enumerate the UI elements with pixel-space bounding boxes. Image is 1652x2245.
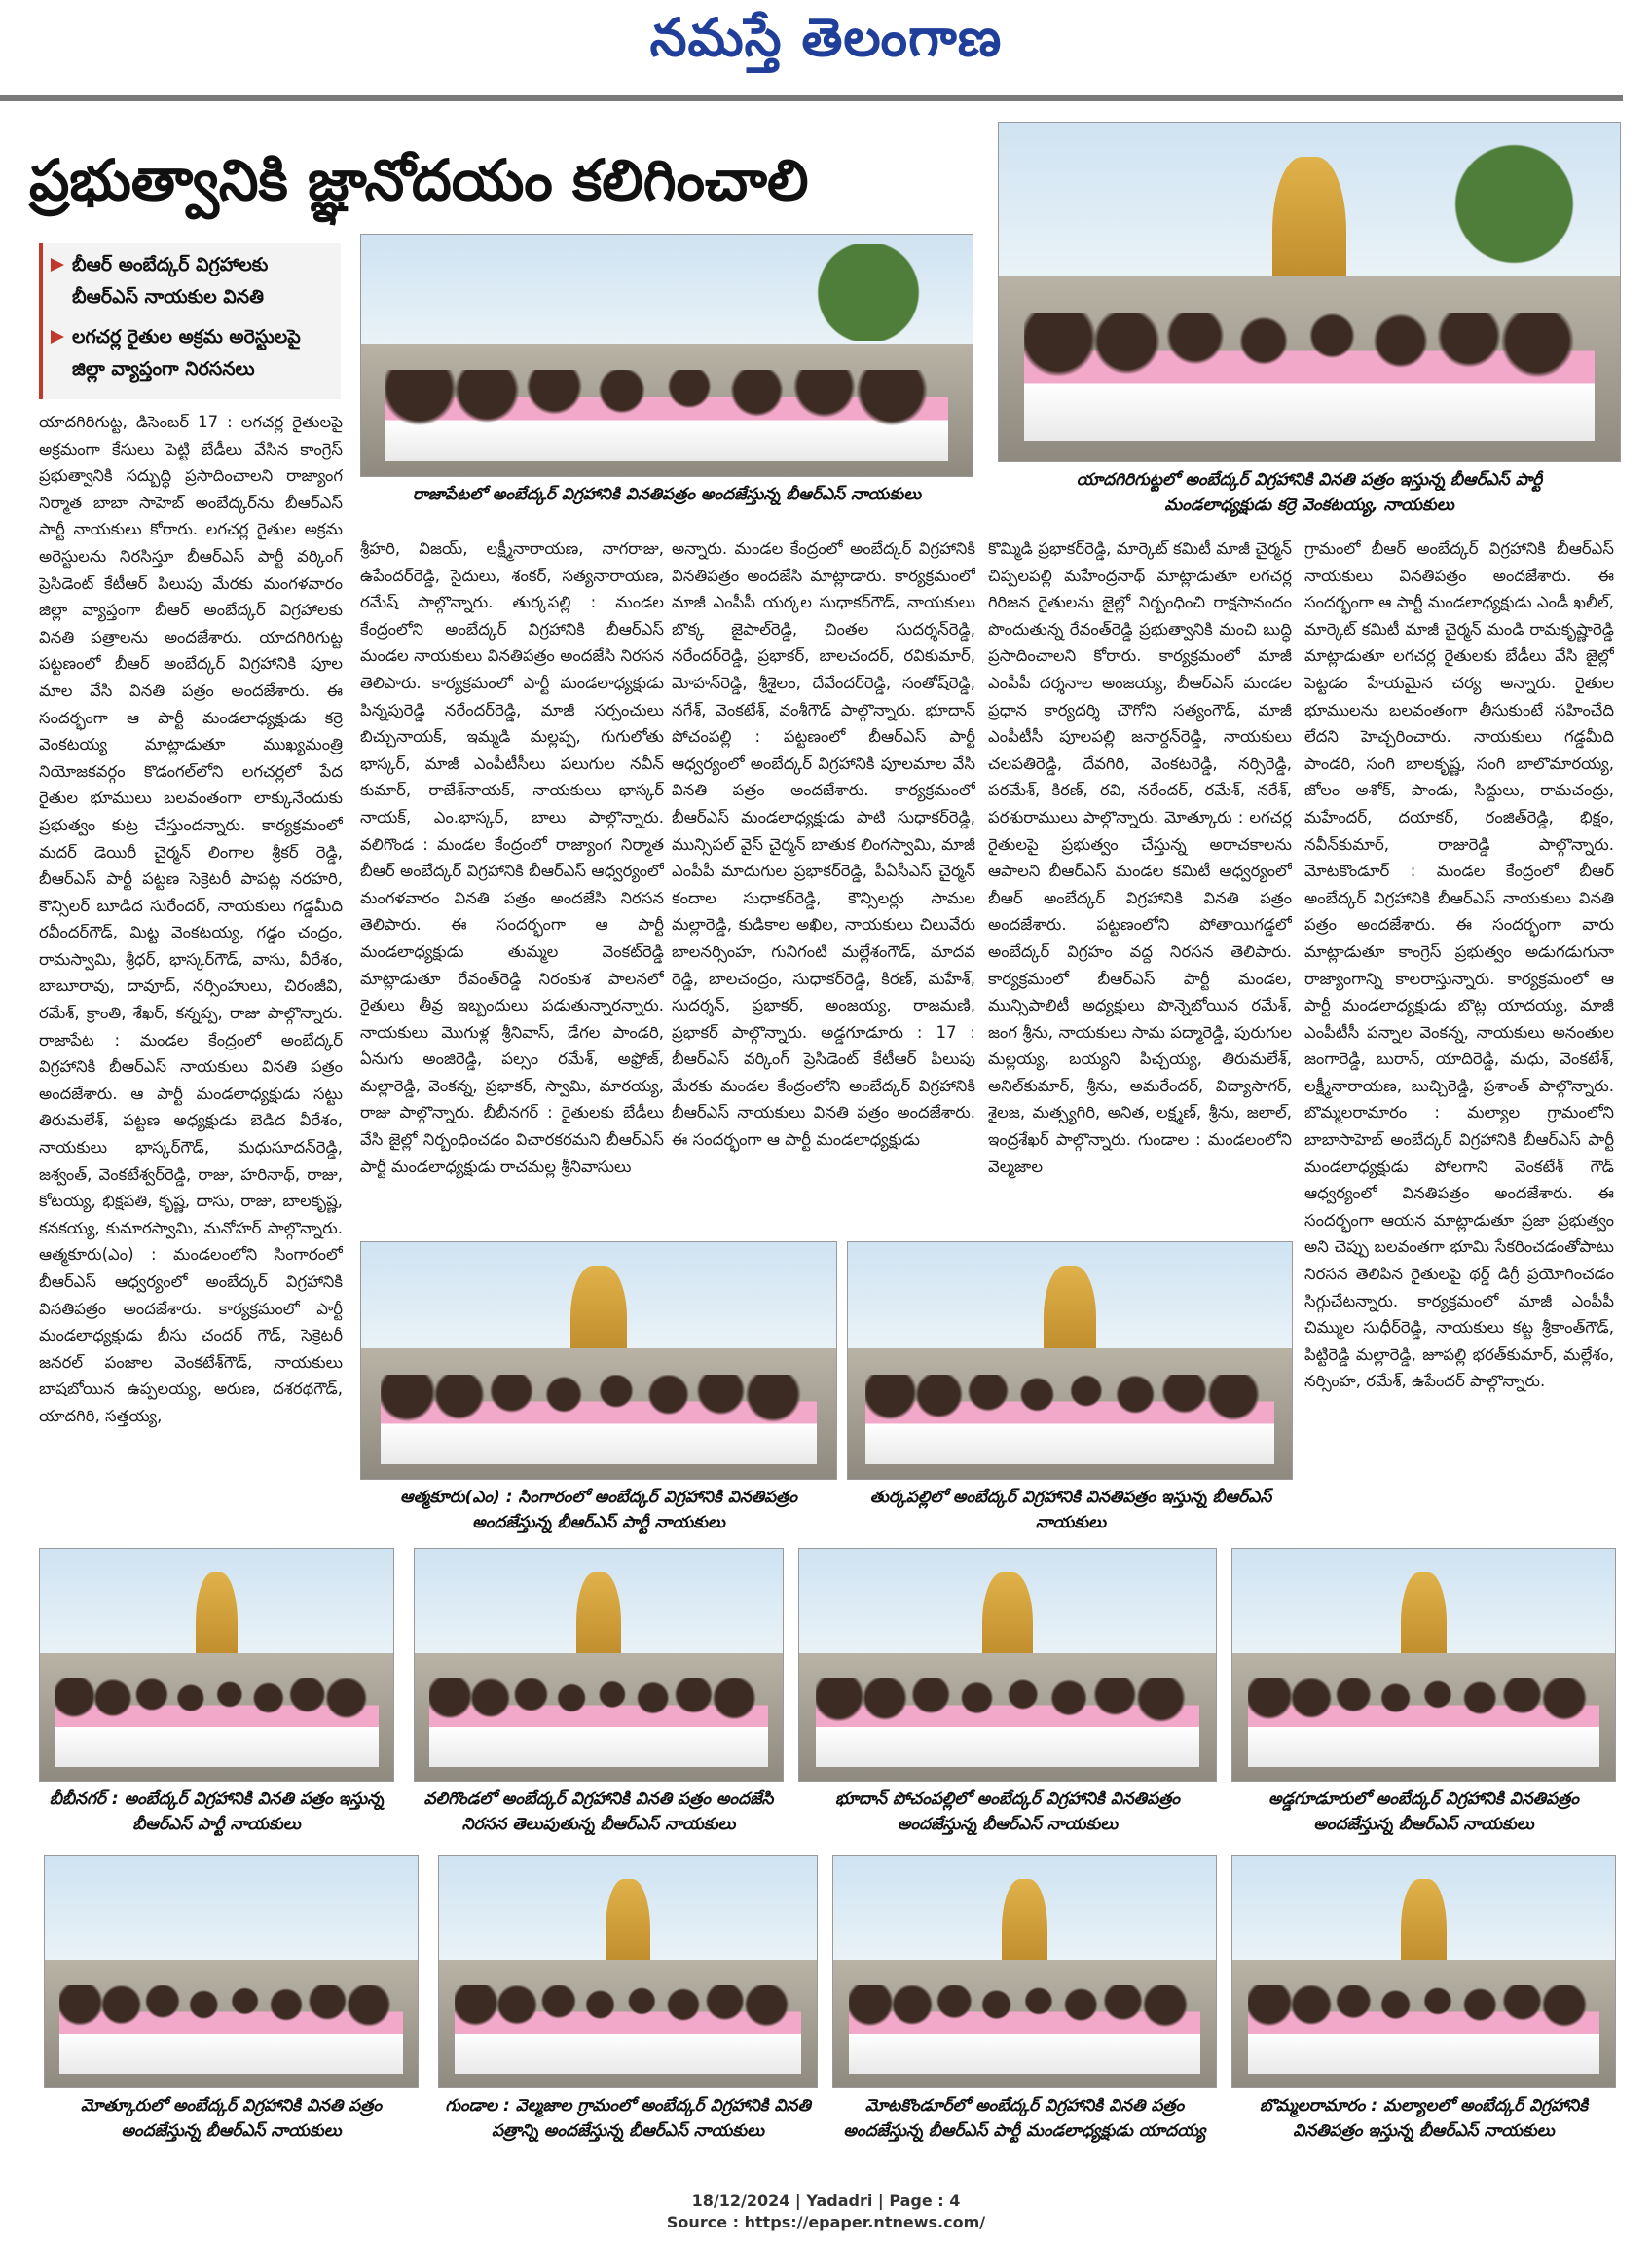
masthead-divider	[0, 95, 1623, 101]
triangle-bullet-icon	[51, 330, 64, 344]
article-headline: ప్రభుత్వానికి జ్ఞానోదయం కలిగించాలి	[29, 147, 809, 213]
caption-turkapally: తుర్కపల్లిలో అంబేద్కర్ విగ్రహానికి వినతిపత్రం ఇస్తున్న బీఆర్ఎస్ నాయకులు	[869, 1488, 1272, 1532]
caption-atmakur: ఆత్మకూరు(ఎం) : సింగారంలో అంబేద్కర్ విగ్రహానికి వినతిపత్రం అందజేస్తున్న బీఆర్ఎస్ పార్టీ నాయకులు	[400, 1488, 797, 1532]
highlights-box	[39, 243, 341, 399]
article-column-2: శ్రీహరి, విజయ్, లక్ష్మీనారాయణ, నాగరాజు, ఉపేందర్‌రెడ్డి, సైదులు, శంకర్, సత్యనారాయణ, రమేష్ పాల్గొన్నారు. తుర్కపల్లి : మండల కేంద్రంలోని అంబేద్కర్ విగ్రహానికి బీఆర్ఎస్ మండల నాయకులు వినతిపత్రం అందజేసి నిరసన తెలిపారు. కార్యక్రమంలో పార్టీ మండలాధ్యక్షుడు పిన్నపురెడ్డి నరేందర్‌రెడ్డి, మాజీ సర్పంచులు బిచ్చునాయక్, ఇమ్మడి మల్లప్ప, గుగులోతు భాస్కర్, మాజీ ఎంపీటీసీలు పలుగుల నవీన్ కుమార్, రాజేశ్‌నాయక్, నాయకులు భాస్కర్ నాయక్, ఎం.భాస్కర్, బాలు పాల్గొన్నారు. వలిగొండ : మండల కేంద్రంలో రాజ్యాంగ నిర్మాత బీఆర్ అంబేద్కర్ విగ్రహానికి బీఆర్ఎస్ ఆధ్వర్యంలో మంగళవారం వినతి పత్రం అందజేసి నిరసన తెలిపారు. ఈ సందర్భంగా ఆ పార్టీ మండలాధ్యక్షుడు తుమ్మల వెంకట్‌రెడ్డి మాట్లాడుతూ రేవంత్‌రెడ్డి నిరంకుశ పాలనలో రైతులు తీవ్ర ఇబ్బందులు పడుతున్నారన్నారు. నాయకులు మొగుళ్ల శ్రీనివాస్, డేగల పాండరి, ఏనుగు అంజిరెడ్డి, పల్సం రమేశ్, అఫ్రోజ్, మల్లారెడ్డి, వెంకన్న, ప్రభాకర్, స్వామి, మారయ్య, రాజు పాల్గొన్నారు. బీబీనగర్ : రైతులకు బేడీలు వేసి జైల్లో నిర్బంధించడం విచారకరమని బీఆర్ఎస్ పార్టీ మండలాధ్యక్షుడు రాచమల్ల శ్రీనివాసులు	[360, 539, 664, 1176]
article-column-1: యాదగిరిగుట్ట, డిసెంబర్ 17 : లగచర్ల రైతులపై అక్రమంగా కేసులు పెట్టి బేడీలు వేసిన కాంగ్రెస్ ప్రభుత్వానికి సద్బుద్ధి ప్రసాదించాలని రాజ్యాంగ నిర్మాత బాబా సాహెబ్ అంబేద్కర్‌ను బీఆర్ఎస్ పార్టీ నాయకులు కోరారు. లగచర్ల రైతుల అక్రమ అరెస్టులను నిరసిస్తూ బీఆర్ఎస్ పార్టీ వర్కింగ్ ప్రెసిడెంట్ కేటీఆర్ పిలుపు మేరకు మంగళవారం జిల్లా వ్యాప్తంగా బీఆర్ అంబేద్కర్ విగ్రహాలకు వినతి పత్రాలను అందజేశారు. యాదగిరిగుట్ట పట్టణంలో బీఆర్ అంబేద్కర్ విగ్రహానికి పూల మాల వేసి వినతి పత్రం అందజేశారు. ఈ సందర్భంగా ఆ పార్టీ మండలాధ్యక్షుడు కర్రె వెంకటయ్య మాట్లాడుతూ ముఖ్యమంత్రి నియోజకవర్గం కొడంగల్‌లోని లగచర్లలో పేద రైతుల భూములు బలవంతంగా లాక్కునేందుకు ప్రభుత్వం కుట్ర చేస్తుందన్నారు. కార్యక్రమంలో మదర్ డెయిరీ చైర్మన్ లింగాల శ్రీకర్ రెడ్డి, బీఆర్ఎస్ పార్టీ పట్టణ సెక్రెటరీ పాపట్ల నరహరి, కౌన్సిలర్ బూడిద సురేందర్, నాయకులు గడ్డమీది రవీందర్‌గౌడ్, మిట్ట వెంకటయ్య, గడ్డం చంద్రం, రామస్వామి, శ్రీధర్, భాస్కర్‌గౌడ్, వాసు, వీరేశం, బాబూరావు, దావూద్, నర్సింహులు, చిరంజీవి, రమేశ్, క్రాంతి, శేఖర్, కన్నప్ప, రాజు పాల్గొన్నారు. రాజాపేట : మండల కేంద్రంలో అంబేద్కర్ విగ్రహానికి బీఆర్ఎస్ నాయకులు వినతి పత్రం అందజేశారు. ఆ పార్టీ మండలాధ్యక్షుడు సట్టు తిరుమలేశ్, పట్టణ అధ్యక్షుడు బెడిద వీరేశం, నాయకులు భాస్కర్‌గౌడ్, మధుసూదన్‌రెడ్డి, జశ్వంత్, వెంకటేశ్వర్‌రెడ్డి, రాజు, హరినాథ్, రాజు, కోటయ్య, భిక్షపతి, కృష్ణ, దాసు, రాజు, బాలకృష్ణ, కనకయ్య, కుమారస్వామి, మనోహర్ పాల్గొన్నారు. ఆత్మకూరు(ఎం) : మండలంలోని సింగారంలో బీఆర్ఎస్ ఆధ్వర్యంలో అంబేద్కర్ విగ్రహానికి వినతిపత్రం అందజేశారు. కార్యక్రమంలో పార్టీ మండలాధ్యక్షుడు బీసు చందర్ గౌడ్, సెక్రెటరీ జనరల్ పంజాల వెంకటేశ్‌గౌడ్, నాయకులు బాషబోయిన ఉప్పలయ్య, అరుణ, దశరథగౌడ్, యాదగిరి, సత్తయ్య,	[39, 413, 343, 1425]
caption-mothkur: మోత్కూరులో అంబేద్కర్ విగ్రహానికి వినతి పత్రం అందజేస్తున్న బీఆర్ఎస్ నాయకులు	[80, 2096, 383, 2141]
photo-bommalaramaram	[1231, 1855, 1616, 2088]
highlight-item	[51, 249, 333, 313]
article-column-5: గ్రామంలో బీఆర్ అంబేద్కర్ విగ్రహానికి బీఆర్ఎస్ నాయకులు వినతిపత్రం అందజేశారు. ఈ సందర్భంగా ఆ పార్టీ మండలాధ్యక్షుడు ఎండీ ఖలీల్, మార్కెట్ కమిటీ మాజీ చైర్మన్ మండి రామకృష్ణారెడ్డి మాట్లాడుతూ లగచర్ల రైతులకు బేడీలు వేసి జైల్లో పెట్టడం హేయమైన చర్య అన్నారు. రైతుల భూములను బలవంతంగా తీసుకుంటే సహించేది లేదని హెచ్చరించారు. నాయకులు గడ్డమీది పాండరి, సంగి బాలకృష్ణ, సంగి బాలొమారయ్య, జోలం అశోక్, పాండు, సిద్దులు, రామచంద్రు, మహేందర్, దయాకర్, రంజిత్‌రెడ్డి, భిక్షం, నవీన్‌కుమార్, రాజురెడ్డి పాల్గొన్నారు. మోటకొండూర్ : మండల కేంద్రంలో బీఆర్ అంబేద్కర్ విగ్రహానికి బీఆర్ఎస్ నాయకులు వినతి పత్రం అందజేశారు. ఈ సందర్భంగా వారు మాట్లాడుతూ కాంగ్రెస్ ప్రభుత్వం అడుగడుగునా రాజ్యాంగాన్ని కాలరాస్తున్నారు. కార్యక్రమంలో ఆ పార్టీ మండలాధ్యక్షుడు బొట్ల యాదయ్య, మాజీ ఎంపీటీసీ పన్నాల వెంకన్న, నాయకులు అనంతుల జంగారెడ్డి, బురాన్, యాదిరెడ్డి, మధు, వెంకటేశ్, లక్ష్మీనారాయణ, బుచ్చిరెడ్డి, ప్రశాంత్ పాల్గొన్నారు. బొమ్మలరామారం : మల్యాల గ్రామంలోని బాబాసాహెబ్ అంబేద్కర్ విగ్రహానికి బీఆర్ఎస్ పార్టీ మండలాధ్యక్షుడు పోలగాని వెంకటేశ్ గౌడ్ ఆధ్వర్యంలో వినతిపత్రం అందజేశారు. ఈ సందర్భంగా ఆయన మాట్లాడుతూ ప్రజా ప్రభుత్వం అని చెప్పు బలవంతగా భూమి సేకరించడంతోపాటు నిరసన తెలిపిన రైతులపై థర్డ్ డిగ్రీ ప్రయోగించడం సిగ్గుచేటన్నారు. కార్యక్రమంలో మాజీ ఎంపీపీ చిమ్ముల సుధీర్‌రెడ్డి, నాయకులు కట్ట శ్రీకాంత్‌గౌడ్, పిట్టిరెడ్డి మల్లారెడ్డి, జూపల్లి భరత్‌కుమార్, మల్లేశం, నర్సింహ, రమేశ్, ఉపేందర్ పాల్గొన్నారు.	[1304, 539, 1614, 1391]
caption-bibinagar: బీబీనగర్ : అంబేద్కర్ విగ్రహానికి వినతి పత్రం ఇస్తున్న బీఆర్ఎస్ పార్టీ నాయకులు	[49, 1789, 385, 1834]
photo-yadagirigutta	[998, 122, 1621, 462]
footer-source-link[interactable]: Source : https://epaper.ntnews.com/	[666, 2213, 986, 2231]
photo-motakondur	[832, 1855, 1217, 2088]
photo-turkapally	[847, 1241, 1293, 1480]
photo-bibinagar	[39, 1548, 394, 1782]
photo-addagudur	[1231, 1548, 1616, 1782]
highlight-item	[51, 321, 333, 386]
caption-valigonda: వలిగొండలో అంబేద్కర్ విగ్రహానికి వినతి పత్రం అందజేసి నిరసన తెలుపుతున్న బీఆర్ఎస్ నాయకులు	[423, 1789, 774, 1834]
highlight-text: లగచర్ల రైతుల అక్రమ అరెస్టులపై జిల్లా వ్యాప్తంగా నిరసనలు	[72, 326, 301, 380]
photo-rajapet	[360, 234, 973, 477]
triangle-bullet-icon	[51, 258, 64, 272]
photo-gundala	[438, 1855, 818, 2088]
caption-bommalaramaram: బొమ్మలరామారం : మల్యాలలో అంబేద్కర్ విగ్రహానికి వినతిపత్రం ఇస్తున్న బీఆర్ఎస్ నాయకులు	[1259, 2096, 1589, 2141]
photo-mothkur	[44, 1855, 419, 2088]
caption-bhoodan-pochampally: భూదాన్ పోచంపల్లిలో అంబేద్కర్ విగ్రహానికి వినతిపత్రం అందజేస్తున్న బీఆర్ఎస్ నాయకులు	[834, 1789, 1181, 1834]
highlight-text: బీఆర్ అంబేద్కర్ విగ్రహాలకు బీఆర్ఎస్ నాయకుల వినతి	[72, 254, 269, 308]
caption-gundala: గుండాల : వెల్మజాల గ్రామంలో అంబేద్కర్ విగ్రహానికి వినతి పత్రాన్ని అందజేస్తున్న బీఆర్ఎస్ నాయకులు	[445, 2096, 811, 2141]
article-column-4: కొమ్మిడి ప్రభాకర్‌రెడ్డి, మార్కెట్ కమిటీ మాజీ చైర్మన్ చిప్పలపల్లి మహేంద్రనాథ్ మాట్లాడుతూ లగచర్ల గిరిజన రైతులను జైల్లో నిర్బంధించి రాక్షసానందం పొందుతున్న రేవంత్‌రెడ్డి ప్రభుత్వానికి మంచి బుద్ధి ప్రసాదించాలని కోరారు. కార్యక్రమంలో మాజీ ఎంపీపీ దర్శనాల అంజయ్య, బీఆర్ఎస్ మండల ప్రధాన కార్యదర్శి చౌగోని సత్యంగౌడ్, మాజీ ఎంపీటీసీ పూలపల్లి జనార్దన్‌రెడ్డి, నాయకులు చలపతిరెడ్డి, దేవగిరి, వెంకటరెడ్డి, నర్సిరెడ్డి, పరమేశ్, కిరణ్, రవి, నరేందర్, రమేశ్, నరేశ్, పరశురాములు పాల్గొన్నారు. మోత్కూరు : లగచర్ల రైతులపై ప్రభుత్వం చేస్తున్న అరాచకాలను ఆపాలని బీఆర్ఎస్ మండల కమిటీ ఆధ్వర్యంలో బీఆర్ అంబేద్కర్ విగ్రహానికి వినతి పత్రం అందజేశారు. పట్టణంలోని పోతాయిగడ్డలో అంబేద్కర్ విగ్రహం వద్ద నిరసన తెలిపారు. కార్యక్రమంలో బీఆర్ఎస్ పార్టీ మండల, మున్సిపాలిటీ అధ్యక్షులు పొన్నెబోయిన రమేశ్, జంగ శ్రీను, నాయకులు సామ పద్మారెడ్డి, పురుగుల మల్లయ్య, బయ్యని పిచ్చయ్య, తిరుమలేశ్, అనిల్‌కుమార్, శ్రీను, అమరేందర్, విద్యాసాగర్, శైలజ, మత్స్యగిరి, అనిత, లక్ష్మణ్, శ్రీను, జలాల్, ఇంద్రశేఖర్ పాల్గొన్నారు. గుండాల : మండలంలోని వెల్మజాల	[988, 539, 1292, 1176]
caption-addagudur: అడ్డగూడూరులో అంబేద్కర్ విగ్రహానికి వినతిపత్రం అందజేస్తున్న బీఆర్ఎస్ నాయకులు	[1267, 1789, 1579, 1834]
masthead-title: నమస్తే తెలంగాణ	[649, 6, 1003, 68]
photo-valigonda	[414, 1548, 784, 1782]
caption-motakondur: మోటకొండూర్‌లో అంబేద్కర్ విగ్రహానికి వినతి పత్రం అందజేస్తున్న బీఆర్ఎస్ పార్టీ మండలాధ్యక్షుడు యాదయ్య	[843, 2096, 1206, 2141]
photo-bhoodan-pochampally	[798, 1548, 1217, 1782]
caption-rajapet: రాజాపేటలో అంబేద్కర్ విగ్రహానికి వినతిపత్రం అందజేస్తున్న బీఆర్ఎస్ నాయకులు	[412, 485, 922, 504]
masthead	[0, 0, 1652, 97]
photo-atmakur	[360, 1241, 837, 1480]
footer-date-edition: 18/12/2024 | Yadadri | Page : 4	[691, 2191, 961, 2210]
page-footer	[0, 2190, 1652, 2233]
article-column-3: అన్నారు. మండల కేంద్రంలో అంబేద్కర్ విగ్రహానికి వినతిపత్రం అందజేసి మాట్లాడారు. కార్యక్రమంలో మాజీ ఎంపీపీ యర్కల సుధాకర్‌గౌడ్, నాయకులు బొక్క జైపాల్‌రెడ్డి, చింతల సుదర్శన్‌రెడ్డి, నరేందర్‌రెడ్డి, ప్రభాకర్, బాలచందర్, రవికుమార్, మోహన్‌రెడ్డి, శ్రీశైలం, దేవేందర్‌రెడ్డి, సంతోష్‌రెడ్డి, నగేశ్, వెంకటేశ్, వంశీగౌడ్ పాల్గొన్నారు. భూదాన్ పోచంపల్లి : పట్టణంలో బీఆర్ఎస్ పార్టీ ఆధ్వర్యంలో అంబేద్కర్ విగ్రహానికి పూలమాల వేసి వినతి పత్రం అందజేశారు. కార్యక్రమంలో బీఆర్ఎస్ మండలాధ్యక్షుడు పాటి సుధాకర్‌రెడ్డి, మున్సిపల్ వైస్ చైర్మన్ బాతుక లింగస్వామి, మాజీ ఎంపీపీ మాదుగుల ప్రభాకర్‌రెడ్డి, పీఏసీఎస్ చైర్మన్ కందాల సుధాకర్‌రెడ్డి, కౌన్సిలర్లు సామల మల్లారెడ్డి, కుడికాల అఖిల, నాయకులు చిలువేరు బాలనర్సింహ, గునిగంటి మల్లేశంగౌడ్, మాదవ రెడ్డి, బాలచంద్రం, సుధాకర్‌రెడ్డి, కిరణ్, మహేశ్, సుదర్శన్, ప్రభాకర్, అంజయ్య, రాజమణి, ప్రభాకర్ పాల్గొన్నారు. అడ్డగూడూరు : 17 : బీఆర్ఎస్ వర్కింగ్ ప్రెసిడెంట్ కేటీఆర్ పిలుపు మేరకు మండల కేంద్రంలోని అంబేద్కర్ విగ్రహానికి బీఆర్ఎస్ నాయకులు వినతి పత్రం అందజేశారు. ఈ సందర్భంగా ఆ పార్టీ మండలాధ్యక్షుడు	[672, 539, 975, 1150]
caption-yadagirigutta: యాదగిరిగుట్టలో అంబేద్కర్ విగ్రహానికి వినతి పత్రం ఇస్తున్న బీఆర్ఎస్ పార్టీ మండలాధ్యక్షుడు కర్రె వెంకటయ్య, నాయకులు	[1076, 470, 1543, 515]
